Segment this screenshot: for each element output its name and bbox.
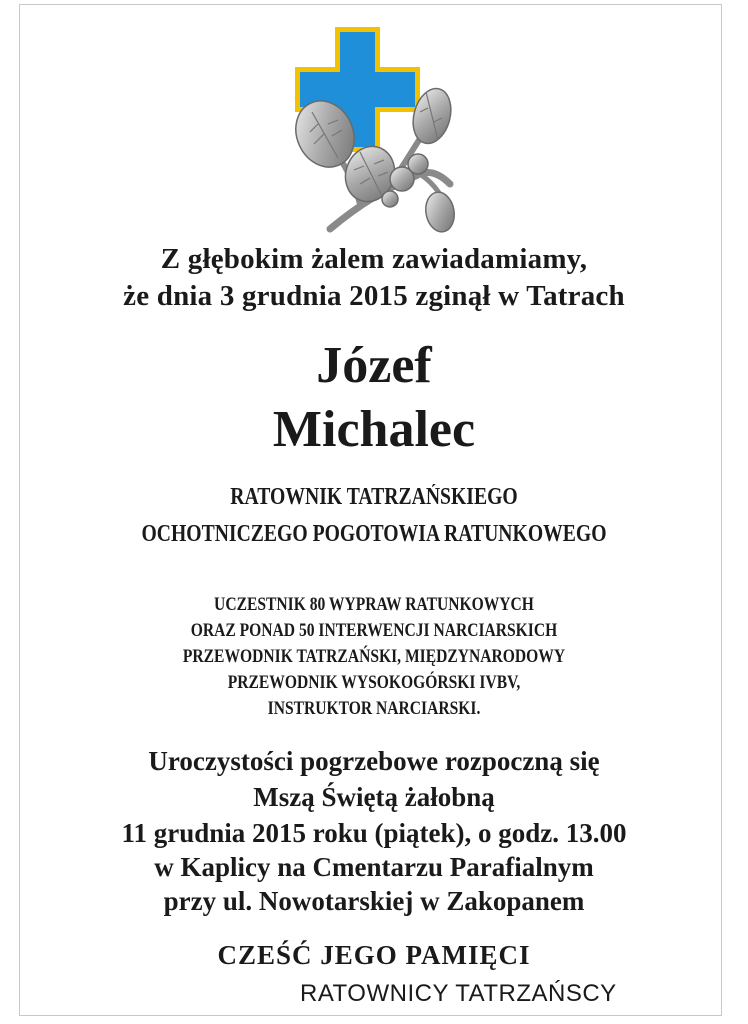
funeral-line: w Kaplicy na Cmentarzu Parafialnym [154, 852, 594, 882]
intro-line-1: Z głębokim żalem zawiadamiamy, [160, 243, 588, 275]
deceased-first-name: Józef [316, 337, 432, 394]
detail-line: ORAZ PONAD 50 INTERWENCJI NARCIARSKICH [190, 620, 558, 641]
detail-line: UCZESTNIK 80 WYPRAW RATUNKOWYCH [214, 594, 534, 615]
intro-line-2: że dnia 3 grudnia 2015 zginął w Tatrach [123, 280, 625, 312]
deceased-last-name: Michalec [272, 401, 476, 458]
detail-line: INSTRUKTOR NARCIARSKI. [267, 698, 481, 719]
rescue-cross-emblem-icon [290, 24, 460, 239]
role-line-1: RATOWNIK TATRZAŃSKIEGO [230, 484, 518, 510]
honor-line: CZEŚĆ JEGO PAMIĘCI [217, 940, 531, 970]
funeral-line: przy ul. Nowotarskiej w Zakopanem [163, 886, 585, 916]
detail-line: PRZEWODNIK WYSOKOGÓRSKI IVBV, [227, 672, 521, 693]
catkin-3 [382, 191, 398, 207]
funeral-line: Uroczystości pogrzebowe rozpoczną się [148, 746, 600, 776]
role-line-2: OCHOTNICZEGO POGOTOWIA RATUNKOWEGO [141, 521, 607, 547]
funeral-line: 11 grudnia 2015 roku (piątek), o godz. 13.00 [121, 818, 627, 848]
leaf-right-bottom [423, 190, 458, 234]
signature: RATOWNICY TATRZAŃSCY [300, 980, 617, 1007]
catkin-2 [408, 154, 428, 174]
detail-line: PRZEWODNIK TATRZAŃSKI, MIĘDZYNARODOWY [182, 646, 566, 667]
funeral-line: Mszą Świętą żałobną [253, 782, 495, 812]
